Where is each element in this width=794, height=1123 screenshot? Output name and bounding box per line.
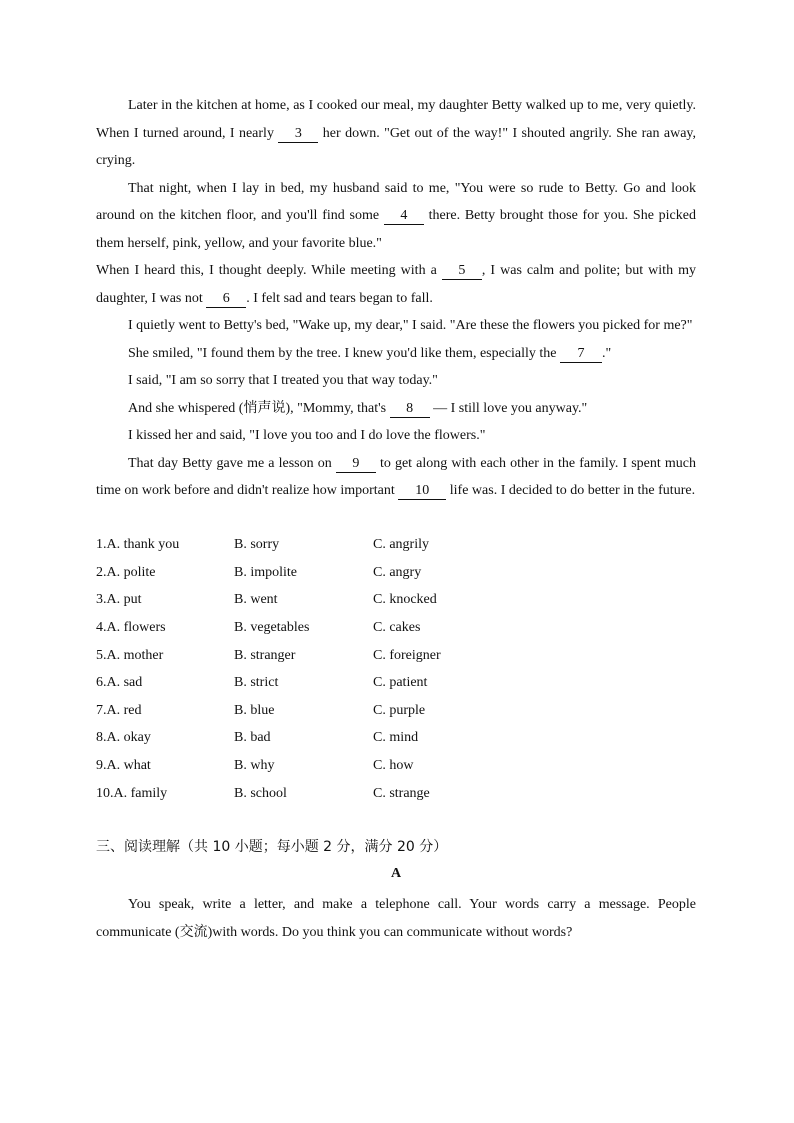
blank-8: 8 [390,401,430,418]
paragraph-text: , I was calm and polite; but with my daughter, I was not [96,263,697,306]
paragraph-text: And she whispered (悄声说), "Mommy, that's [128,400,390,416]
option-row [96,642,696,670]
option-a: 5.A. mother [96,647,164,663]
paragraph-text: . I felt sad and tears began to fall. [246,290,433,306]
option-a: 8.A. okay [96,730,151,746]
option-a: 3.A. put [96,592,142,608]
paragraph-3 [96,257,696,312]
option-row [96,614,696,642]
paragraph-2 [96,175,696,258]
document-page [96,92,696,946]
option-c: C. mind [373,730,419,746]
blank-3: 3 [278,126,318,143]
section-title: 三、阅读理解（共 10 小题；每小题 2 分，满分 20 分） [96,839,448,856]
option-row [96,669,696,697]
option-c: C. angrily [373,537,429,553]
paragraph-text: life was. I decided to do better in the future. [446,483,696,498]
option-row [96,752,696,780]
paragraph-9 [96,450,696,505]
paragraph-text: Later in the kitchen at home, as I cooked our meal, my daughter Betty walked up to me, very quietly. When I turned around, I nearly [96,98,696,141]
option-b: B. stranger [234,647,296,663]
option-c: C. purple [373,702,426,718]
paragraph-5 [96,340,696,368]
option-b: B. impolite [234,564,297,580]
option-a: 2.A. polite [96,564,156,580]
paragraph-text: her down. "Get out of the way!" I shouted angrily. She ran away, crying. [96,125,696,168]
paragraph-text: there. Betty brought those for you. She picked them herself, pink, yellow, and your favorite blue." [96,208,696,251]
paragraph-6 [96,367,696,395]
option-a: 7.A. red [96,702,142,718]
option-a: 1.A. thank you [96,537,180,553]
paragraph-text: ." [602,345,612,361]
option-row [96,780,696,808]
paragraph-text: I kissed her and said, "I love you too and I do love the flowers." [128,428,486,443]
answer-options [96,532,696,808]
paragraph-4 [96,312,696,340]
option-b: B. school [234,785,287,801]
option-a: 10.A. family [96,785,168,801]
passage-label: A [390,866,402,882]
option-b: B. went [234,592,278,608]
paragraph-8 [96,422,696,450]
blank-9: 9 [336,456,376,473]
option-c: C. angry [373,564,422,580]
option-row [96,587,696,615]
option-b: B. bad [234,730,271,746]
option-b: B. why [234,758,275,774]
option-row [96,725,696,753]
paragraph-text: That night, when I lay in bed, my husband said to me, "You were so rude to Betty. Go and look around on the kitchen floor, and you'll find some [96,180,696,223]
blank-5: 5 [442,263,482,280]
passage-a-text [96,891,696,946]
blank-7: 7 [560,346,602,363]
paragraph-1 [96,92,696,175]
blank-4: 4 [384,208,424,225]
option-b: B. vegetables [234,620,310,636]
option-c: C. knocked [373,592,437,608]
blank-6: 6 [206,291,246,308]
blank-10: 10 [398,483,446,500]
option-a: 9.A. what [96,758,151,774]
option-c: C. strange [373,785,430,801]
paragraph-text: to get along with each other in the family. I spent much time on work before and didn't realize how important [96,455,696,498]
option-row [96,559,696,587]
option-c: C. how [373,758,414,774]
paragraph-text: I quietly went to Betty's bed, "Wake up, my dear," I said. "Are these the flowers you picked for me?" [128,318,693,333]
option-b: B. sorry [234,537,280,553]
paragraph-text: When I heard this, I thought deeply. While meeting with a [96,263,442,278]
option-row [96,697,696,725]
paragraph-text: That day Betty gave me a lesson on [128,455,336,471]
option-row [96,532,696,560]
paragraph-text: — I still love you anyway." [429,400,588,416]
option-c: C. foreigner [373,647,441,663]
paragraph-text: I said, "I am so sorry that I treated you that way today." [128,373,438,388]
option-c: C. patient [373,675,428,691]
paragraph-7 [96,395,696,423]
option-a: 6.A. sad [96,675,143,691]
paragraph-text: She smiled, "I found them by the tree. I knew you'd like them, especially the [128,345,561,361]
option-b: B. strict [234,675,279,691]
option-b: B. blue [234,702,275,718]
option-c: C. cakes [373,620,421,636]
option-a: 4.A. flowers [96,620,166,636]
paragraph-text: You speak, write a letter, and make a telephone call. Your words carry a message. People communicate (交流)with words. Do you think you can communicate without words? [96,897,696,940]
